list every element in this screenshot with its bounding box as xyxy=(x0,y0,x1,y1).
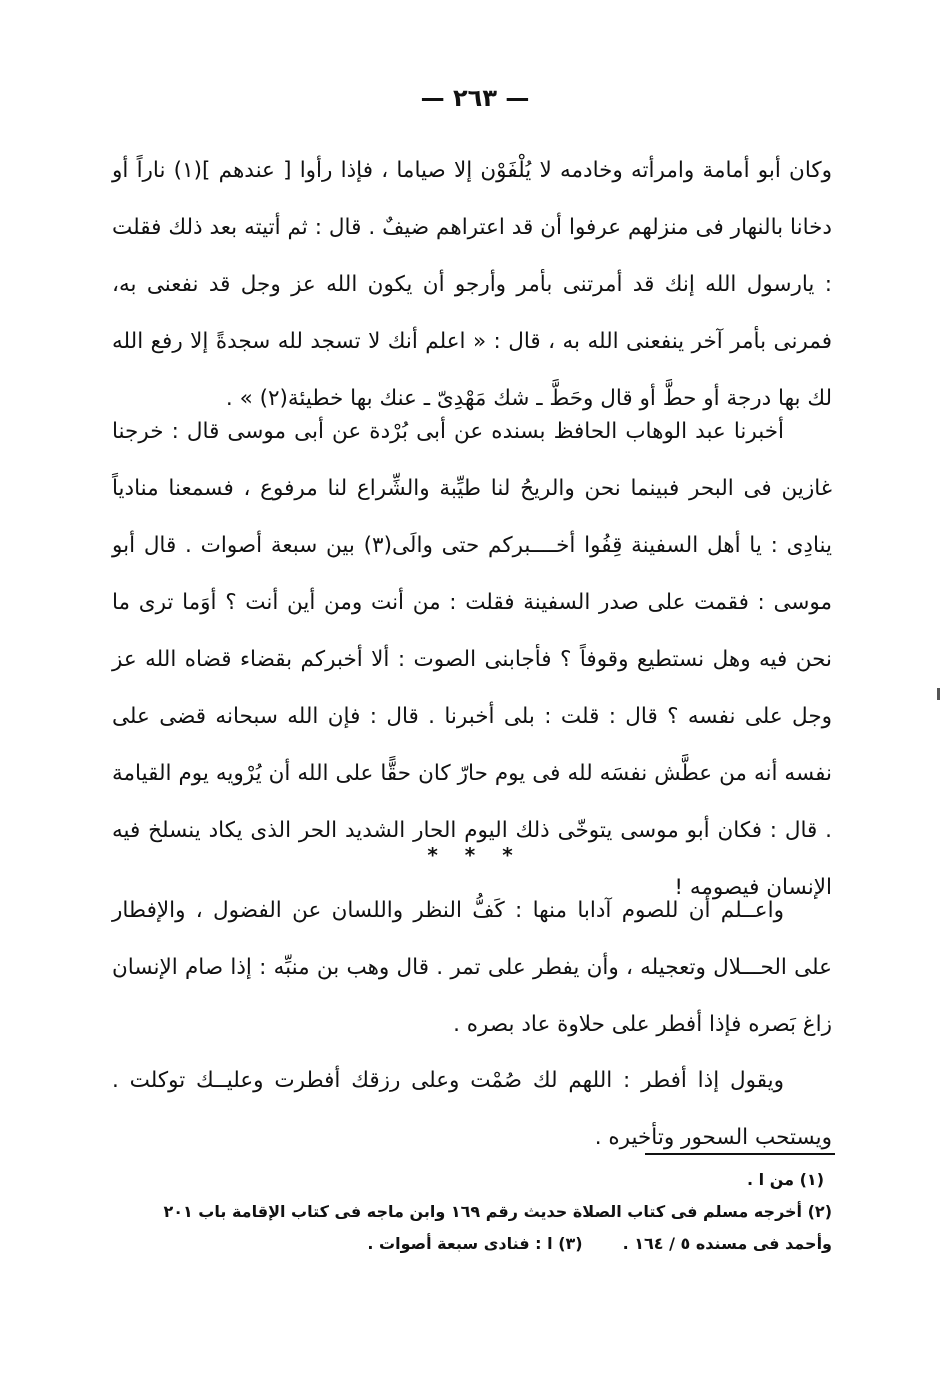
paragraph-fasting-manners: واعــلم أن للصوم آدابا منها : كَفُّ النظر واللسان عن الفضول ، والإفطار على الحـــلال وتعجيله ، وأن يفطر على تمر . قال وهب بن منبِّه : إذا صام الإنسان زاغ بَصره فإذا أفطر على حلاوة عاد بصره . xyxy=(112,898,832,1037)
footnotes xyxy=(112,1164,832,1260)
footnote-rule xyxy=(645,1153,835,1155)
section-separator: * * * xyxy=(427,843,523,867)
footnote-3: (٣) ا : فنادى سبعة أصوات . xyxy=(367,1234,583,1253)
footnote-1: (١) من ا . xyxy=(747,1170,824,1189)
text-block-2 xyxy=(112,403,832,916)
page-number: — ٢٦٣ — xyxy=(420,84,530,112)
scan-margin-mark xyxy=(937,688,940,700)
footnote-2-line-2: وأحمد فى مسنده ٥ / ١٦٤ . xyxy=(622,1234,832,1253)
text-block-1 xyxy=(112,142,832,427)
footnote-2-3-line xyxy=(112,1228,832,1260)
footnote-2-line-1: (٢) أخرجه مسلم فى كتاب الصلاة حديث رقم ١٦٩ وابن ماجه فى كتاب الإقامة باب ٢٠١ xyxy=(163,1202,832,1221)
paragraph-iftar-prayer: ويقول إذا أفطر : اللهم لك صُمْت وعلى رزقك أفطرت وعليــك توكلت . ويستحب السحور وتأخيره . xyxy=(112,1068,832,1150)
paragraph-abu-musa: أخبرنا عبد الوهاب الحافظ بسنده عن أبى بُرْدة عن أبى موسى قال : خرجنا غازين فى البحر فبينما نحن والريحُ لنا طيِّبة والشِّراع لنا مرفوع ، فسمعنا منادياً ينادِى : يا أهل السفينة قِفُوا أخــــبركم حتى والَى(٣) بين سبعة أصوات . قال أبو موسى : فقمت على صدر السفينة فقلت : من أنت ومن أين أنت ؟ أوَما ترى ما نحن فيه وهل نستطيع وقوفاً ؟ فأجابنى الصوت : ألا أخبركم بقضاء قضاه الله عز وجل على نفسه ؟ قال : قلت : بلى أخبرنا . قال : فإن الله سبحانه قضى على نفسه أنه من عطَّش نفسَه لله فى يوم حارّ كان حقًّا على الله أن يُرْويه يوم القيامة . قال : فكان أبو موسى يتوخّى ذلك اليوم الحار الشديد الحر الذى يكاد ينسلخ فيه الإنسان فيصومه ! xyxy=(112,419,833,900)
text-block-3 xyxy=(112,882,832,1053)
paragraph-abu-umama: وكان أبو أمامة وامرأته وخادمه لا يُلْفَوْن إلا صياما ، فإذا رأوا [ عندهم ](١) ناراً أو دخانا بالنهار فى منزلهم عرفوا أن قد اعتراهم ضيفٌ . قال : ثم أتيته بعد ذلك فقلت : يارسول الله إنك قد أمرتنى بأمر وأرجو أن يكون الله عز وجل قد نفعنى به، فمرنى بأمر آخر ينفعنى الله به ، قال : « اعلم أنك لا تسجد لله سجدةً إلا رفع الله لك بها درجة أو حطَّ أو قال وحَطَّ ـ شك مَهْدِىّ ـ عنك بها خطيئة(٢) » . xyxy=(112,158,832,411)
text-block-4 xyxy=(112,1052,832,1166)
